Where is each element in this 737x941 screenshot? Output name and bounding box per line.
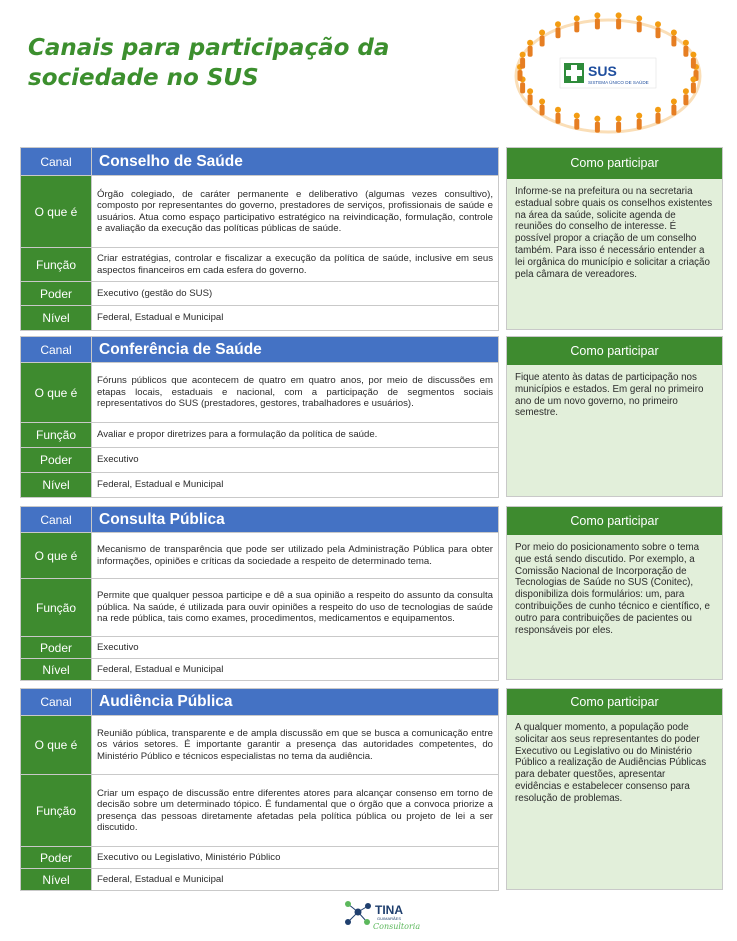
person-figure: [655, 107, 661, 124]
person-figure: [520, 52, 526, 69]
nivel-label: Nível: [21, 869, 92, 891]
como-participar-text: Informe-se na prefeitura ou na secretaria estadual sobre quais os conselhos existentes na área da saúde, solicite agenda de reuniões do conselho de interesse. É possível propor a criação de um conselho também. Para isso é necessário entender a lei orgânica do município e solicitar a criação pela câmara de vereadores.: [515, 186, 713, 280]
funcao-text: Permite que qualquer pessoa participe e dê a sua opinião a respeito do assunto da consulta pública. Na saúde, é utilizada para ouvir opiniões a respeito do uso de tecnologias de saúde na rede pública, tais como exames, procedimentos, medicamentos e equipamentos.: [92, 579, 499, 637]
person-figure: [527, 40, 533, 57]
person-figure: [671, 99, 677, 116]
funcao-label: Função: [21, 579, 92, 637]
sus-logo-text: SUS: [588, 63, 617, 79]
network-icon: [345, 901, 371, 925]
section-conselho-de-saude: [20, 147, 725, 330]
poder-text: Executivo: [92, 637, 499, 659]
funcao-text: Criar estratégias, controlar e fiscalizar a execução da política de saúde, inclusive em seus aspectos financeiros em cada esfera do governo.: [92, 248, 499, 282]
funcao-label: Função: [21, 248, 92, 282]
sus-logo-subtext: SISTEMA ÚNICO DE SAÚDE: [588, 80, 649, 85]
como-participar-text: Por meio do posicionamento sobre o tema que está sendo discutido. Por exemplo, a Comissão Nacional de Incorporação de Tecnologias de Saúde no SUS (Conitec), disponibiliza dois formulários: um, para contribuições de cunho técnico e científico, e outro para contribuições de pacientes ou responsáveis por eles.: [515, 542, 710, 636]
sus-logo-icon: [564, 63, 584, 83]
person-figure: [539, 99, 545, 116]
funcao-text: Criar um espaço de discussão entre diferentes atores para alcançar consenso em torno de decisão sobre um determinado tópico. É fundamental que o órgão que a convoca priorize a presença das pessoas diretamente afetadas pela política pública ou projeto de lei a ser discutido.: [92, 775, 499, 847]
page-title-line1: Canais para participação da: [28, 35, 390, 61]
person-figure: [574, 113, 580, 130]
person-figure: [594, 116, 600, 133]
person-figure: [555, 107, 561, 124]
o-que-e-text: Reunião pública, transparente e de ampla discussão em que se busca a comunicação entre os vários setores. É importante garantir a presença das autoridades competentes, do Ministério Público e técnicos especialistas no tema da audiência.: [92, 716, 499, 775]
person-figure: [616, 12, 622, 29]
como-participar-panel: [506, 147, 723, 330]
section-consulta-publica: [20, 506, 725, 680]
como-participar-text: A qualquer momento, a população pode solicitar aos seus representantes do poder Executivo ou Legislativo ou do Ministério Público a realização de Audiências Públicas para debater questões, apresentar evidências e estabelecer consenso para resolução de problemas.: [515, 722, 707, 804]
person-figure: [690, 52, 696, 69]
o-que-e-label: O que é: [21, 363, 92, 423]
canal-label: Canal: [21, 507, 92, 533]
poder-label: Poder: [21, 448, 92, 473]
person-figure: [683, 88, 689, 105]
section-audiencia-publica: [20, 688, 725, 890]
o-que-e-text: Mecanismo de transparência que pode ser utilizado pela Administração Pública para obter informações, opiniões e críticas da sociedade a respeito de determinado tema.: [92, 533, 499, 579]
poder-text: Executivo ou Legislativo, Ministério Público: [92, 847, 499, 869]
canal-label: Canal: [21, 689, 92, 716]
como-participar-panel: [506, 336, 723, 497]
person-figure: [683, 40, 689, 57]
nivel-text: Federal, Estadual e Municipal: [92, 659, 499, 681]
o-que-e-text: Órgão colegiado, de caráter permanente e deliberativo (algumas vezes consultivo), composto por representantes do governo, prestadores de serviços, profissionais de saúde e usuários. Atua como espaço participativo estratégico na reivindicação, formulação, controle e avaliação da execução das políticas públicas de saúde.: [92, 176, 499, 248]
person-figure: [574, 15, 580, 32]
funcao-label: Função: [21, 775, 92, 847]
person-figure: [539, 30, 545, 47]
funcao-label: Função: [21, 423, 92, 448]
channel-title: Conferência de Saúde: [92, 337, 499, 363]
channel-title: Conselho de Saúde: [92, 148, 499, 176]
como-participar-header: Como participar: [507, 337, 722, 365]
como-participar-panel: [506, 688, 723, 890]
channel-title: Audiência Pública: [92, 689, 499, 716]
canal-label: Canal: [21, 337, 92, 363]
o-que-e-label: O que é: [21, 533, 92, 579]
channel-table: [20, 688, 499, 891]
channel-table: [20, 147, 499, 331]
channel-table: [20, 336, 499, 498]
canal-label: Canal: [21, 148, 92, 176]
person-figure: [594, 12, 600, 29]
poder-text: Executivo (gestão do SUS): [92, 282, 499, 306]
person-figure: [636, 113, 642, 130]
o-que-e-text: Fóruns públicos que acontecem de quatro em quatro anos, por meio de discussões em etapas locais, estaduais e nacional, com a participação de segmentos sociais representativos do SUS (prestadores, gestores, trabalhadores e usuários).: [92, 363, 499, 423]
nivel-label: Nível: [21, 473, 92, 498]
como-participar-header: Como participar: [507, 148, 722, 179]
footer-brand-sub: GUIMARÃES: [377, 916, 402, 921]
person-figure: [655, 21, 661, 38]
como-participar-header: Como participar: [507, 689, 722, 715]
poder-label: Poder: [21, 637, 92, 659]
footer-brand: TINA: [375, 903, 403, 917]
nivel-text: Federal, Estadual e Municipal: [92, 869, 499, 891]
nivel-text: Federal, Estadual e Municipal: [92, 473, 499, 498]
nivel-text: Federal, Estadual e Municipal: [92, 306, 499, 331]
o-que-e-label: O que é: [21, 176, 92, 248]
como-participar-panel: [506, 506, 723, 680]
poder-label: Poder: [21, 282, 92, 306]
person-figure: [690, 76, 696, 93]
nivel-label: Nível: [21, 659, 92, 681]
como-participar-text: Fique atento às datas de participação nos municípios e estados. Em geral no primeiro ano de um novo governo, no primeiro semestre.: [515, 372, 704, 419]
nivel-label: Nível: [21, 306, 92, 331]
como-participar-header: Como participar: [507, 507, 722, 535]
page-title: [28, 33, 448, 93]
person-figure: [555, 21, 561, 38]
poder-text: Executivo: [92, 448, 499, 473]
sus-people-circle-illustration: [508, 8, 708, 138]
person-figure: [636, 15, 642, 32]
footer-brand-script: Consultoria: [373, 922, 421, 931]
person-figure: [671, 30, 677, 47]
section-conferencia-de-saude: [20, 336, 725, 497]
person-figure: [616, 116, 622, 133]
o-que-e-label: O que é: [21, 716, 92, 775]
channel-title: Consulta Pública: [92, 507, 499, 533]
page-title-line2: sociedade no SUS: [28, 65, 259, 91]
tina-guimaraes-logo: [340, 898, 430, 936]
poder-label: Poder: [21, 847, 92, 869]
channel-table: [20, 506, 499, 681]
person-figure: [527, 88, 533, 105]
funcao-text: Avaliar e propor diretrizes para a formulação da política de saúde.: [92, 423, 499, 448]
